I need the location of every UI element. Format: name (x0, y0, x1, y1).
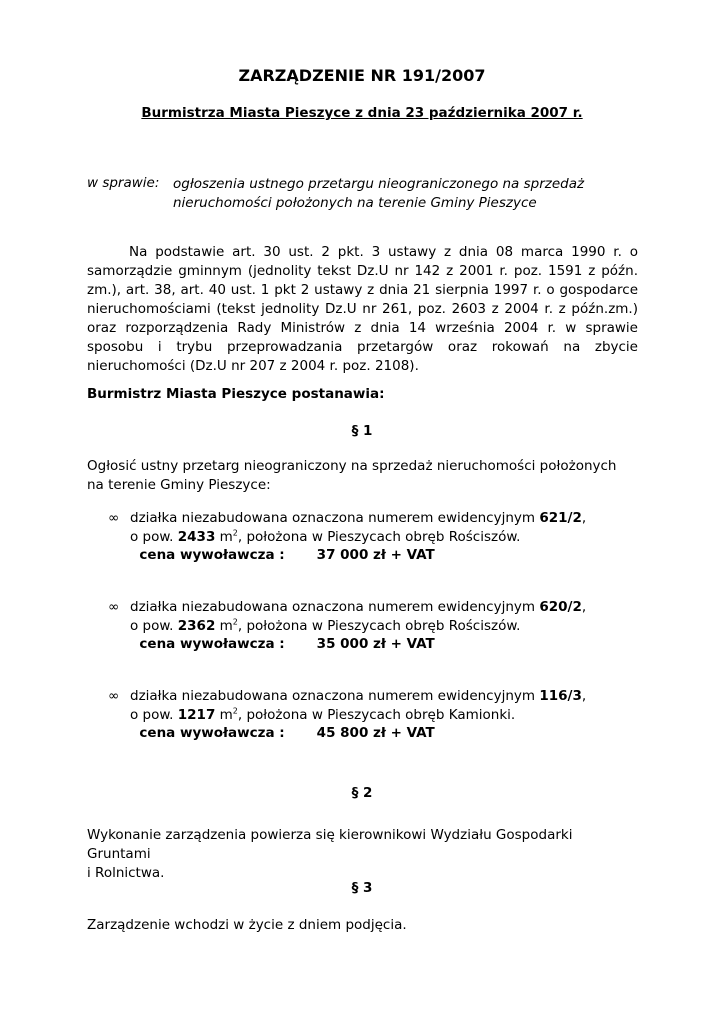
plot-area-unit-exponent: 2 (232, 706, 238, 715)
plot-area: 2433 (177, 528, 216, 545)
price-value: 45 800 zł + VAT (316, 725, 435, 741)
plot-description (130, 687, 586, 706)
plot-description (130, 509, 586, 528)
plot-area-unit-exponent: 2 (232, 528, 238, 537)
plot-description-text: działka niezabudowana oznaczona numerem ewidencyjnym (130, 510, 540, 526)
price-label: cena wywoławcza : (139, 725, 285, 741)
plot-area-prefix: o pow. (130, 528, 178, 545)
document-title: ZARZĄDZENIE NR 191/2007 (238, 66, 486, 85)
legal-basis-paragraph (87, 243, 638, 376)
plot-area-line (130, 617, 586, 636)
price-value: 37 000 zł + VAT (316, 547, 435, 563)
price-value: 35 000 zł + VAT (316, 636, 435, 652)
plot-description (130, 598, 586, 617)
plot-area-unit: m (219, 706, 233, 723)
plot-area-line (130, 706, 586, 725)
section-3-sign: § 3 (351, 880, 373, 896)
subject-text (173, 175, 643, 213)
plot-price-line (130, 546, 586, 565)
plot-punct: , (581, 599, 587, 615)
plot-area-line (130, 528, 586, 547)
plot-area-prefix: o pow. (130, 617, 178, 634)
plot-location: , położona w Pieszycach obręb Kamionki. (237, 706, 516, 723)
plot-punct: , (581, 688, 587, 704)
section-3-text: Zarządzenie wchodzi w życie z dniem podjęcia. (87, 917, 407, 933)
infinity-bullet-icon: ∞ (108, 688, 120, 704)
legal-basis-text: Na podstawie art. 30 ust. 2 pkt. 3 ustawy z dnia 08 marca 1990 r. o samorządzie gminnym (jednolity tekst Dz.U nr 142 z 2001 r. poz. 1591 z późn. zm.), art. 38, art. 40 ust. 1 pkt 2 ustawy z dnia 21 sierpnia 1997 r. o gospodarce nieruchomościami (tekst jednolity Dz.U nr 261, poz. 2603 z 2004 r. z późn.zm.) oraz rozporządzenia Rady Ministrów z dnia 14 września 2004 r. w sprawie sposobu i trybu przeprowadzania przetargów oraz rokowań na zbycie nieruchomości (Dz.U nr 207 z 2004 r. poz. 2108). (87, 244, 638, 374)
subject-line-1: ogłoszenia ustnego przetargu nieograniczonego na sprzedaż (173, 176, 585, 192)
plot-punct: , (581, 510, 587, 526)
subject-line-2: nieruchomości położonych na terenie Gminy Pieszyce (173, 195, 537, 211)
plot-location: , położona w Pieszycach obręb Rościszów. (237, 617, 521, 634)
plot-area-prefix: o pow. (130, 706, 178, 723)
plot-description-text: działka niezabudowana oznaczona numerem ewidencyjnym (130, 688, 540, 704)
section-2-line-2: i Rolnictwa. (87, 865, 165, 881)
infinity-bullet-icon: ∞ (108, 599, 120, 615)
price-label: cena wywoławcza : (139, 547, 285, 563)
plot-area: 1217 (177, 706, 216, 723)
plot-number: 620/2 (539, 599, 582, 615)
plot-price-line (130, 635, 586, 654)
document-subtitle: Burmistrza Miasta Pieszyce z dnia 23 października 2007 r. (141, 105, 583, 121)
subject-label: w sprawie: (87, 175, 160, 191)
section-2-sign: § 2 (351, 785, 373, 801)
plot-area-unit: m (219, 617, 233, 634)
plot-price-line (130, 724, 586, 743)
plot-area: 2362 (177, 617, 216, 634)
section-1-sign: § 1 (351, 423, 373, 439)
section-2-line-1: Wykonanie zarządzenia powierza się kierownikowi Wydziału Gospodarki Gruntami (87, 827, 573, 862)
plot-area-unit-exponent: 2 (232, 617, 238, 626)
plot-description-text: działka niezabudowana oznaczona numerem ewidencyjnym (130, 599, 540, 615)
plot-number: 621/2 (539, 510, 582, 526)
infinity-bullet-icon: ∞ (108, 510, 120, 526)
section-1-announcement: Ogłosić ustny przetarg nieograniczony na sprzedaż nieruchomości położonych na terenie Gminy Pieszyce: (87, 458, 617, 493)
plot-number: 116/3 (539, 688, 582, 704)
section-2-text (87, 826, 627, 883)
decision-heading: Burmistrz Miasta Pieszyce postanawia: (87, 386, 385, 402)
price-label: cena wywoławcza : (139, 636, 285, 652)
plot-location: , położona w Pieszycach obręb Rościszów. (237, 528, 521, 545)
plot-area-unit: m (219, 528, 233, 545)
